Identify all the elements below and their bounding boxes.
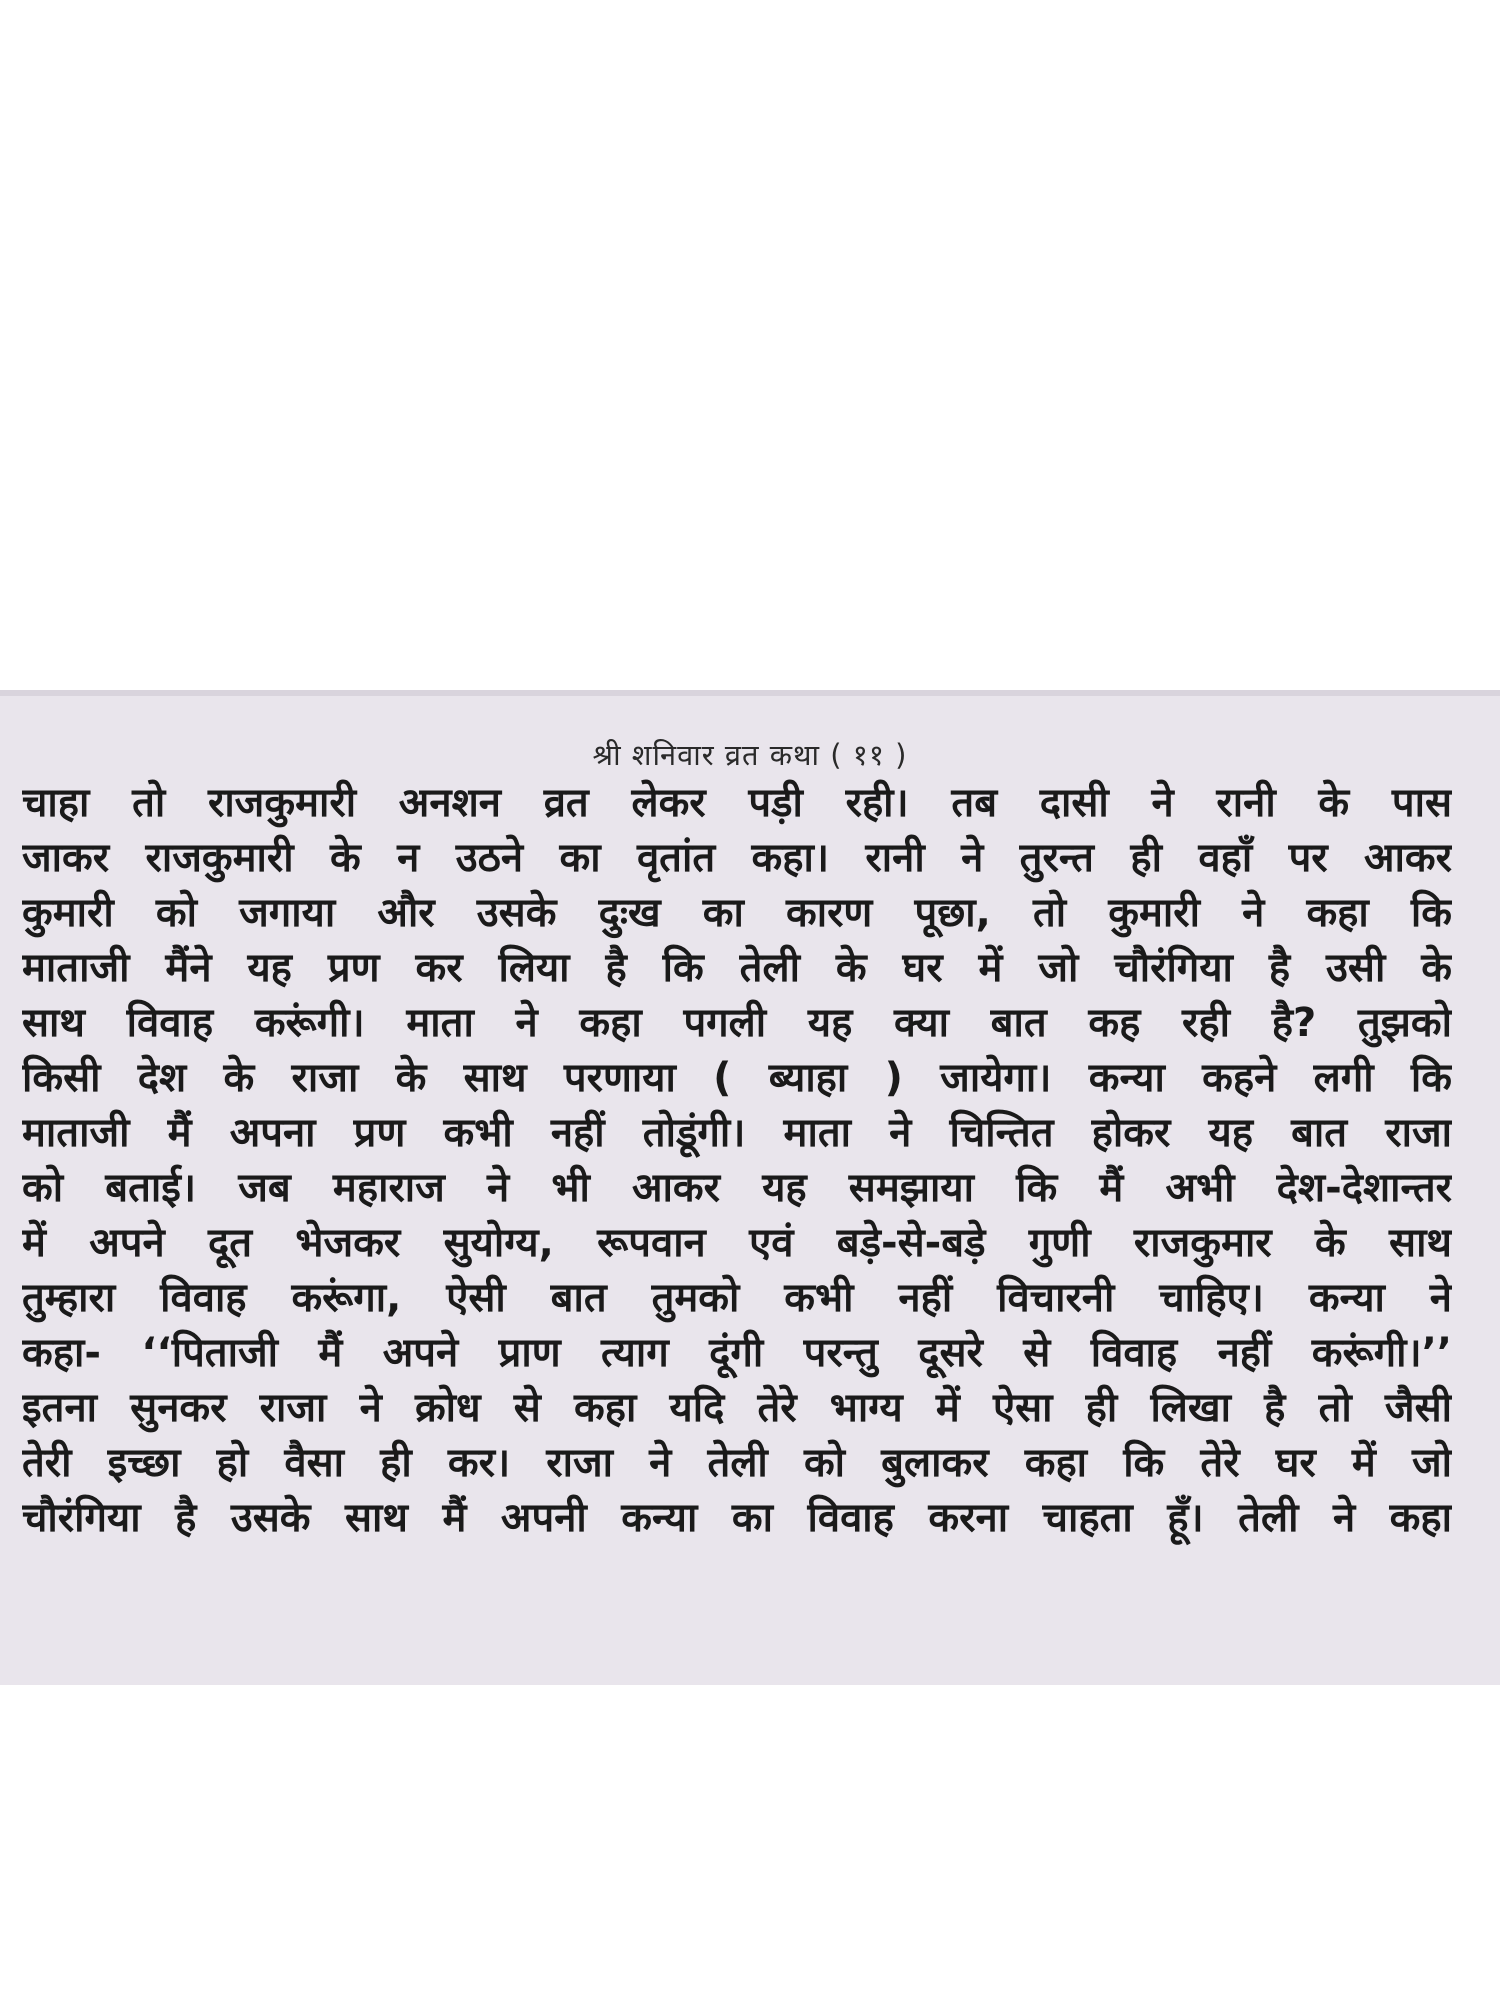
- body-text: [22, 776, 1452, 1546]
- page-top-edge: [0, 690, 1500, 696]
- text-line-5: साथ विवाह करूंगी। माता ने कहा पगली यह क्या बात कह रही है? तुझको: [22, 1000, 1452, 1046]
- text-line-11: कहा- ‘‘पिताजी मैं अपने प्राण त्याग दूंगी परन्तु दूसरे से विवाह नहीं करूंगी।’’: [22, 1330, 1452, 1376]
- text-line-8: को बताई। जब महाराज ने भी आकर यह समझाया कि मैं अभी देश-देशान्तर: [22, 1165, 1452, 1211]
- text-line-14: चौरंगिया है उसके साथ मैं अपनी कन्या का विवाह करना चाहता हूँ। तेली ने कहा: [22, 1495, 1452, 1541]
- text-line-13: तेरी इच्छा हो वैसा ही कर। राजा ने तेली को बुलाकर कहा कि तेरे घर में जो: [22, 1440, 1452, 1486]
- text-line-2: जाकर राजकुमारी के न उठने का वृतांत कहा। रानी ने तुरन्त ही वहाँ पर आकर: [22, 835, 1452, 881]
- text-line-9: में अपने दूत भेजकर सुयोग्य, रूपवान एवं बड़े-से-बड़े गुणी राजकुमार के साथ: [22, 1220, 1452, 1266]
- text-line-10: तुम्हारा विवाह करूंगा, ऐसी बात तुमको कभी नहीं विचारनी चाहिए। कन्या ने: [22, 1275, 1452, 1321]
- text-line-1: चाहा तो राजकुमारी अनशन व्रत लेकर पड़ी रही। तब दासी ने रानी के पास: [22, 780, 1452, 826]
- scanned-book-page: [0, 690, 1500, 1685]
- text-line-6: किसी देश के राजा के साथ परणाया ( ब्याहा ) जायेगा। कन्या कहने लगी कि: [22, 1055, 1452, 1101]
- running-header: श्री शनिवार व्रत कथा ( ११ ): [592, 738, 908, 772]
- text-line-7: माताजी मैं अपना प्रण कभी नहीं तोडूंगी। माता ने चिन्तित होकर यह बात राजा: [22, 1110, 1452, 1156]
- text-line-12: इतना सुनकर राजा ने क्रोध से कहा यदि तेरे भाग्य में ऐसा ही लिखा है तो जैसी: [22, 1385, 1452, 1431]
- text-line-3: कुमारी को जगाया और उसके दुःख का कारण पूछा, तो कुमारी ने कहा कि: [22, 890, 1452, 936]
- text-line-4: माताजी मैंने यह प्रण कर लिया है कि तेली के घर में जो चौरंगिया है उसी के: [22, 945, 1452, 991]
